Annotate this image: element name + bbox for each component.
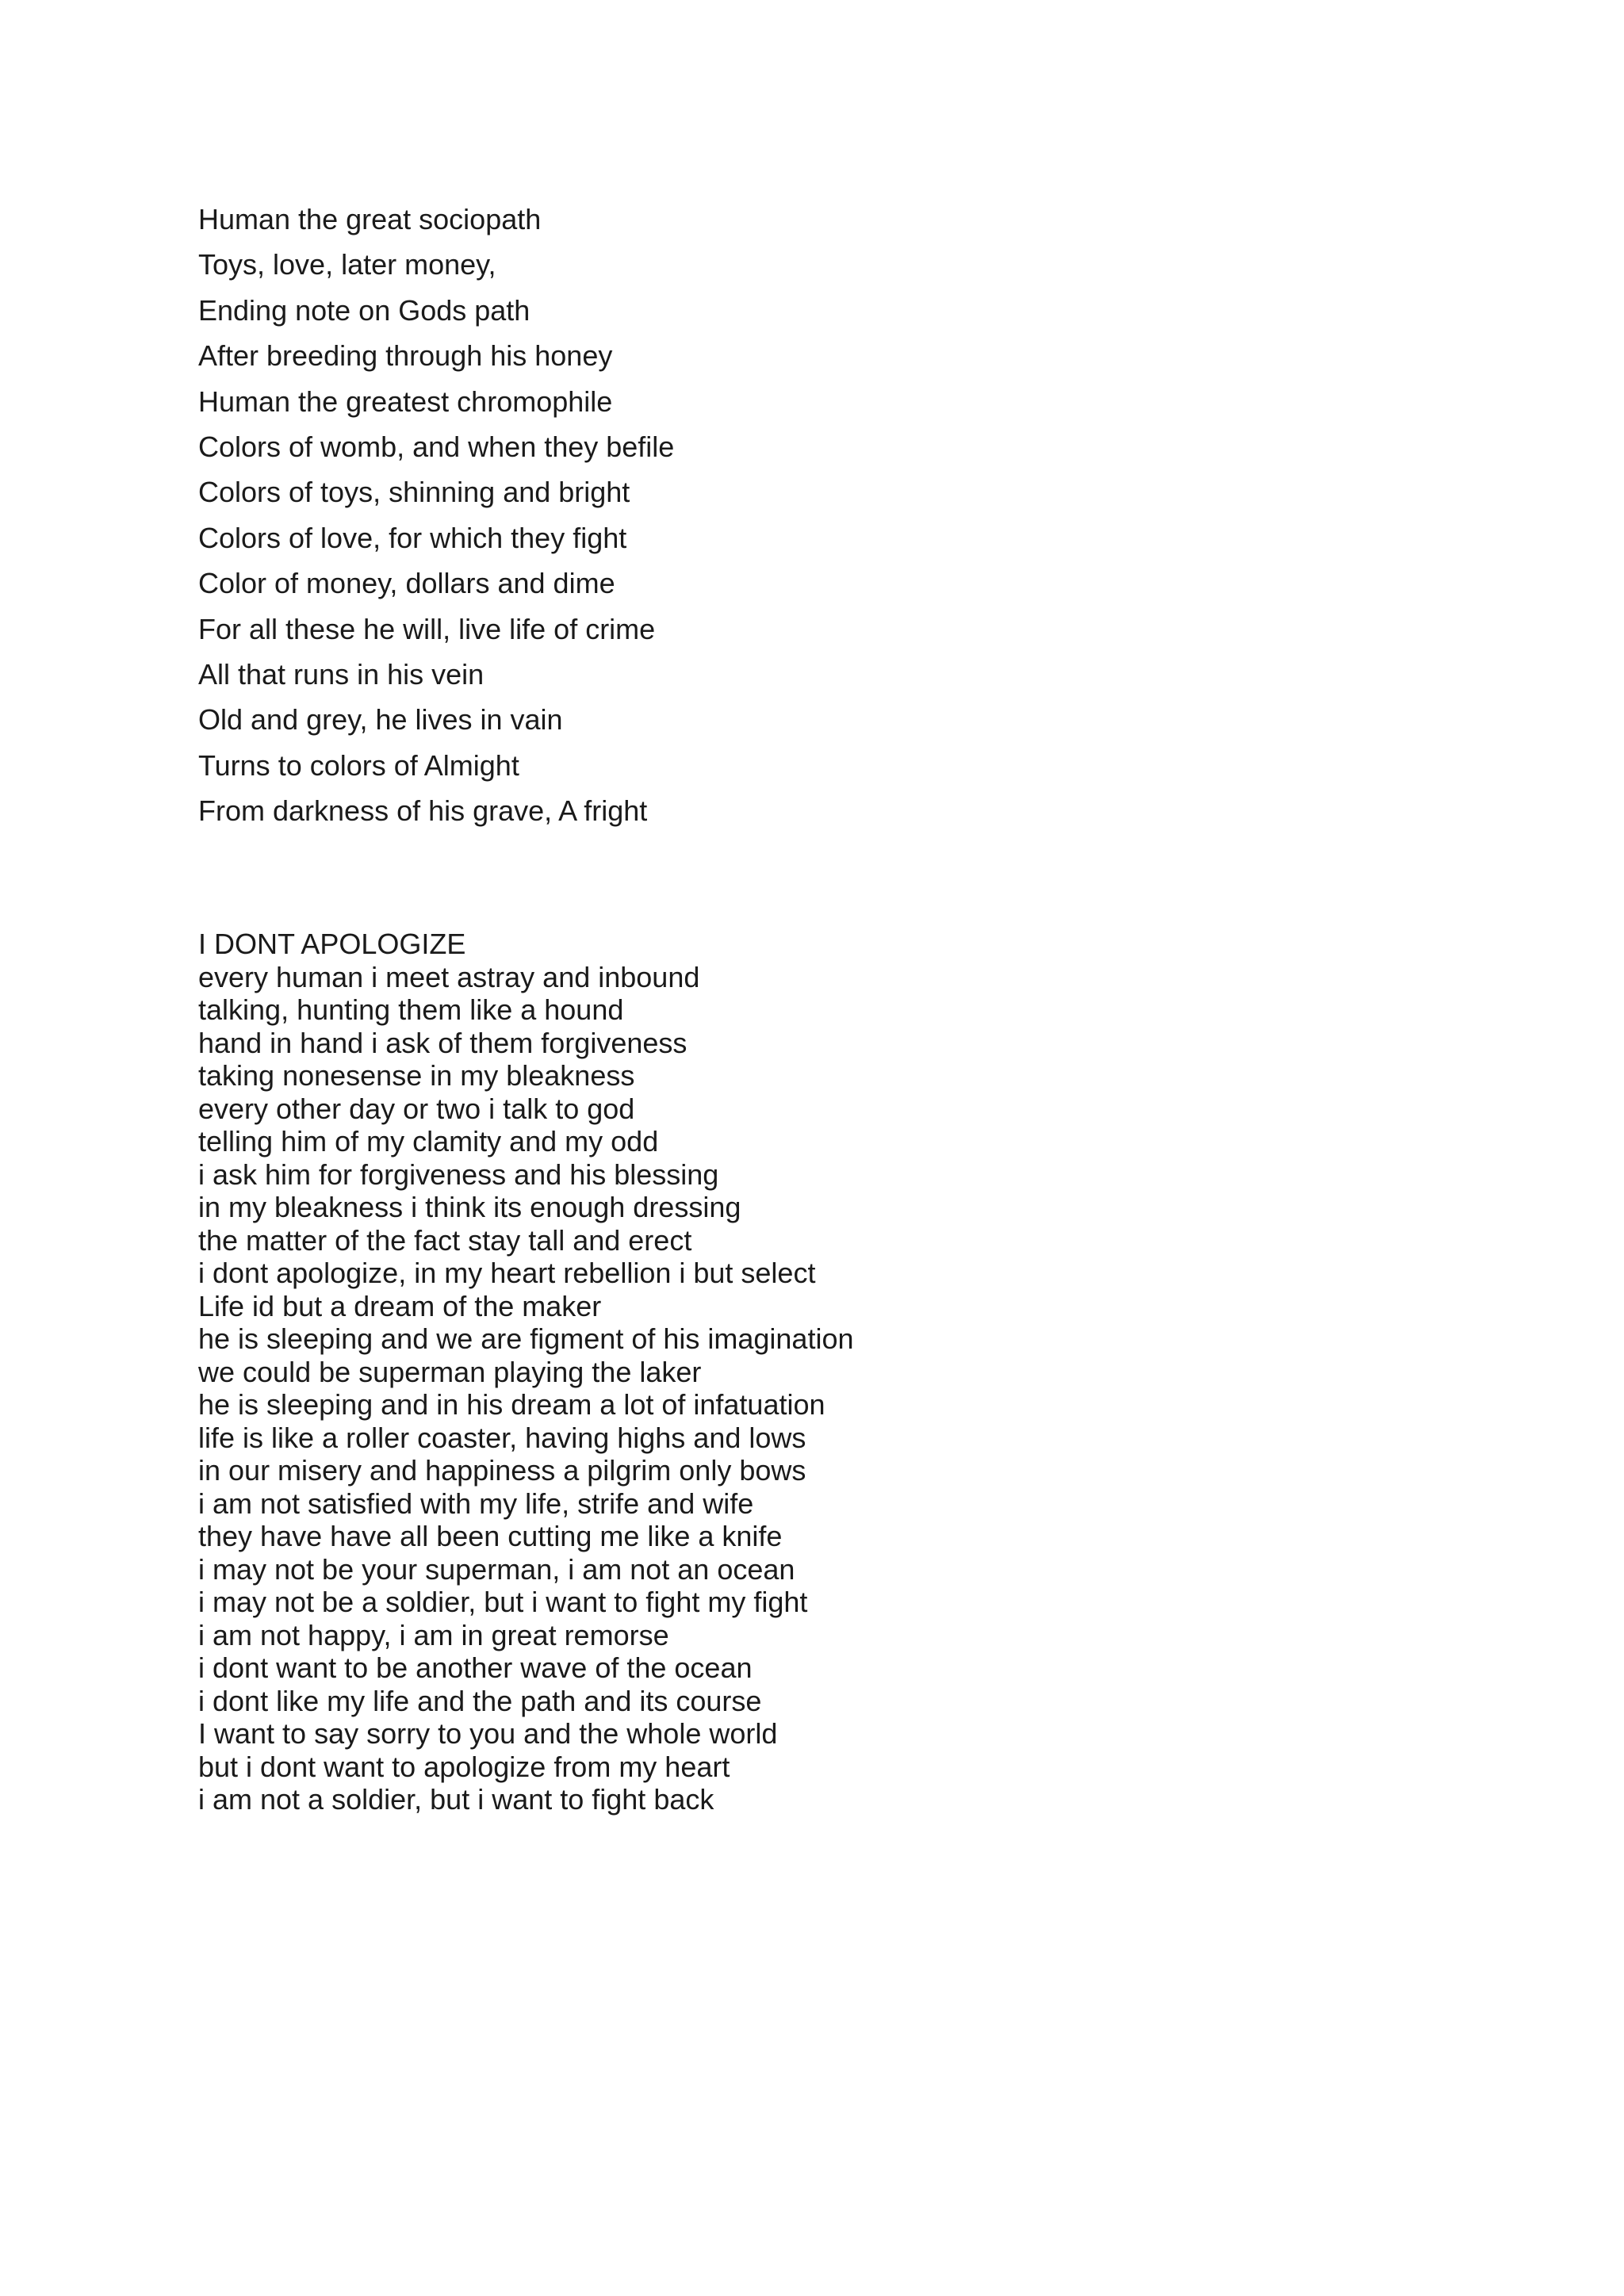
poem-one-line: For all these he will, live life of crime <box>198 612 656 645</box>
poem-two-line: i am not satisfied with my life, strife and wife <box>198 1487 754 1520</box>
poem-two-line: the matter of the fact stay tall and erect <box>198 1223 692 1257</box>
poem-two-line: i may not be your superman, i am not an ocean <box>198 1552 795 1586</box>
poem-two-title: I DONT APOLOGIZE <box>198 928 466 960</box>
poem-one-line: All that runs in his vein <box>198 657 485 691</box>
poem-one <box>198 197 674 833</box>
poem-two-line: in our misery and happiness a pilgrim only bows <box>198 1454 806 1487</box>
poem-one-line: Colors of womb, and when they befile <box>198 430 675 463</box>
poem-two-line: they have have all been cutting me like a knife <box>198 1520 783 1552</box>
poem-one-line: Ending note on Gods path <box>198 293 530 327</box>
poem-two <box>198 928 854 1816</box>
poem-one-line: After breeding through his honey <box>198 339 613 373</box>
poem-one-line: Turns to colors of Almight <box>198 748 519 782</box>
poem-two-line: i am not a soldier, but i want to fight back <box>198 1783 714 1816</box>
poem-one-line: Color of money, dollars and dime <box>198 567 615 600</box>
poem-two-line: i dont like my life and the path and its course <box>198 1684 762 1717</box>
poem-two-line: every other day or two i talk to god <box>198 1092 635 1125</box>
poem-two-line: in my bleakness i think its enough dressing <box>198 1191 741 1223</box>
poem-two-line: telling him of my clamity and my odd <box>198 1125 659 1158</box>
poem-two-line: but i dont want to apologize from my heart <box>198 1750 730 1783</box>
poem-one-line: From darkness of his grave, A fright <box>198 794 648 828</box>
poem-two-line: i may not be a soldier, but i want to fight my fight <box>198 1586 808 1618</box>
poem-one-line: Human the great sociopath <box>198 203 542 235</box>
poem-two-line: i dont want to be another wave of the ocean <box>198 1651 753 1684</box>
poem-two-line: we could be superman playing the laker <box>198 1355 702 1388</box>
poem-one-line: Colors of love, for which they fight <box>198 521 627 554</box>
poem-two-line: talking, hunting them like a hound <box>198 993 624 1026</box>
poem-two-line: every human i meet astray and inbound <box>198 960 700 993</box>
poem-one-line: Colors of toys, shinning and bright <box>198 476 630 509</box>
poem-two-line: he is sleeping and in his dream a lot of infatuation <box>198 1388 825 1421</box>
poem-two-line: i dont apologize, in my heart rebellion i but select <box>198 1257 816 1289</box>
poem-two-lines <box>198 961 854 1816</box>
poem-one-line: Old and grey, he lives in vain <box>198 703 563 737</box>
poem-one-line: Human the greatest chromophile <box>198 385 613 418</box>
poem-two-line: life is like a roller coaster, having highs and lows <box>198 1421 806 1454</box>
poem-two-line: i am not happy, i am in great remorse <box>198 1618 669 1651</box>
poem-two-line: hand in hand i ask of them forgiveness <box>198 1026 688 1059</box>
poem-one-line: Toys, love, later money, <box>198 248 496 281</box>
poem-two-line: I want to say sorry to you and the whole world <box>198 1717 778 1750</box>
poem-two-line: i ask him for forgiveness and his blessing <box>198 1158 719 1191</box>
poem-two-line: he is sleeping and we are figment of his imagination <box>198 1322 854 1355</box>
poem-two-line: taking nonesense in my bleakness <box>198 1059 635 1092</box>
poem-two-line: Life id but a dream of the maker <box>198 1289 602 1322</box>
